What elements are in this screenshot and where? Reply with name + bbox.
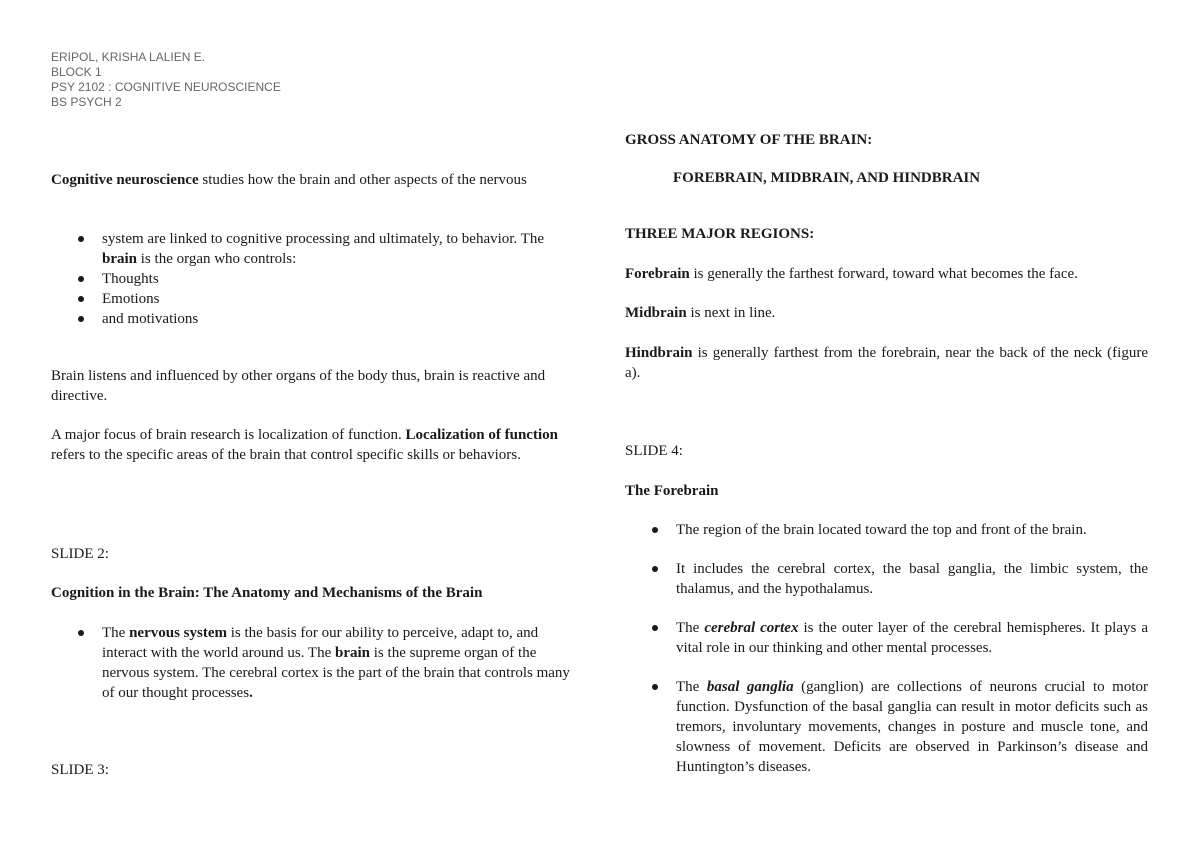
list-item: The cerebral cortex is the outer layer of the cerebral hemispheres. It plays a vital role in our thinking and other mental processes.: [625, 618, 1148, 658]
midbrain-paragraph: Midbrain is next in line.: [625, 305, 776, 321]
forebrain-paragraph: Forebrain is generally the farthest forward, toward what becomes the face.: [625, 266, 1078, 282]
brain-reactive-paragraph: Brain listens and influenced by other organs of the body thus, brain is reactive and directive.: [51, 368, 546, 404]
course-code: PSY 2102 : COGNITIVE NEUROSCIENCE: [51, 80, 281, 94]
list-item: The nervous system is the basis for our ability to perceive, adapt to, and interact with the world around us. The brain is the supreme organ of the nervous system. The cerebral cortex is the part of the brain that controls many of our thought processes.: [51, 623, 571, 703]
list-item: It includes the cerebral cortex, the basal ganglia, the limbic system, the thalamus, and the hypothalamus.: [625, 559, 1148, 599]
term-localization: Localization of function: [405, 427, 558, 443]
list-item: The basal ganglia (ganglion) are collections of neurons crucial to motor function. Dysfunction of the basal ganglia can result in motor deficits such as tremors, involuntary movements, changes in posture and muscle tone, and slowness of movement. Deficits are observed in Parkinson’s disease and Huntington’s diseases.: [625, 677, 1148, 777]
brain-divisions-subtitle: FOREBRAIN, MIDBRAIN, AND HINDBRAIN: [673, 170, 981, 186]
slide-2-bullet-list: [51, 623, 571, 703]
intro-bullet-list: [51, 229, 571, 329]
term-cognitive-neuroscience: Cognitive neuroscience: [51, 172, 199, 188]
three-regions-title: THREE MAJOR REGIONS:: [625, 226, 815, 242]
list-item: system are linked to cognitive processing and ultimately, to behavior. The brain is the organ who controls:: [51, 229, 571, 269]
intro-text: studies how the brain and other aspects of the nervous: [198, 172, 527, 188]
forebrain-bullet-list: [625, 520, 1148, 796]
hindbrain-paragraph: Hindbrain is generally farthest from the forebrain, near the back of the neck (figure a).: [625, 345, 1148, 381]
student-block: BLOCK 1: [51, 65, 102, 79]
slide-2-label: SLIDE 2:: [51, 546, 109, 562]
program: BS PSYCH 2: [51, 95, 122, 109]
slide-4-label: SLIDE 4:: [625, 443, 683, 459]
slide-3-label: SLIDE 3:: [51, 762, 109, 778]
student-name: ERIPOL, KRISHA LALIEN E.: [51, 50, 206, 64]
intro-paragraph: [51, 170, 571, 190]
localization-paragraph: A major focus of brain research is localization of function. Localization of function refers to the specific areas of the brain that control specific skills or behaviors.: [51, 427, 558, 463]
list-item: Emotions: [51, 289, 571, 309]
slide-2-title: Cognition in the Brain: The Anatomy and Mechanisms of the Brain: [51, 585, 483, 601]
gross-anatomy-title: GROSS ANATOMY OF THE BRAIN:: [625, 132, 873, 148]
term-cerebral-cortex: cerebral cortex: [704, 620, 799, 636]
term-basal-ganglia: basal ganglia: [706, 679, 794, 695]
list-item: and motivations: [51, 309, 571, 329]
list-item: The region of the brain located toward the top and front of the brain.: [625, 520, 1148, 540]
list-item: Thoughts: [51, 269, 571, 289]
student-header: [51, 50, 281, 110]
forebrain-title: The Forebrain: [625, 483, 719, 499]
